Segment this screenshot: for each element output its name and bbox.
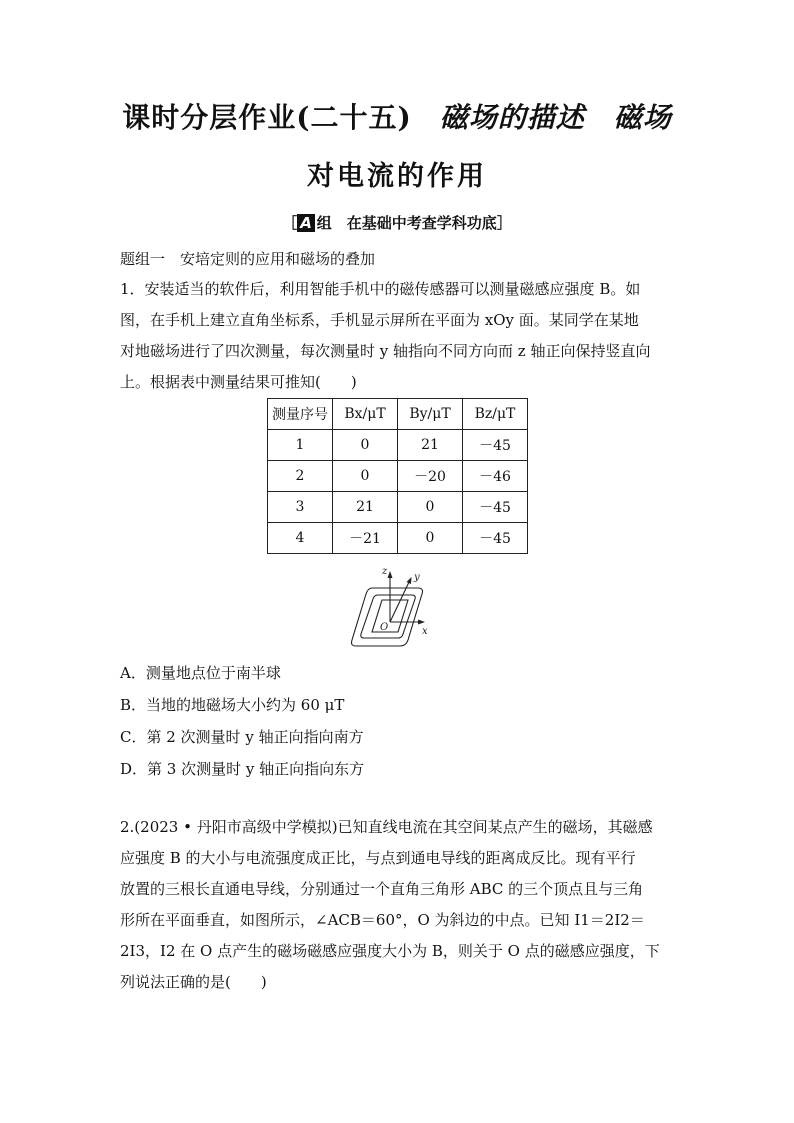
- q2-line: 应强度 B 的大小与电流强度成正比，与点到通电导线的距离成反比。现有平行: [120, 849, 636, 867]
- q2-line: 形所在平面垂直，如图所示，∠ACB＝60°，O 为斜边的中点。已知 I1＝2I2＝: [120, 911, 645, 929]
- q2-line: 2.(2023 • 丹阳市高级中学模拟)已知直线电流在其空间某点产生的磁场，其磁感: [120, 818, 653, 836]
- z-label: z: [382, 566, 388, 577]
- x-label: x: [422, 626, 428, 637]
- table-row: [268, 492, 528, 523]
- table-cell: 0: [398, 523, 463, 554]
- q2-line: 放置的三根长直通电导线，分别通过一个直角三角形 ABC 的三个顶点且与三角: [120, 880, 644, 898]
- group-header-text: 组 在基础中考查学科功底: [316, 214, 497, 232]
- table-header: Bx/μT: [333, 399, 398, 430]
- phone-axes-figure: [338, 562, 448, 652]
- q2-line: 列说法正确的是( ): [120, 973, 267, 991]
- table-cell: 0: [398, 492, 463, 523]
- x-arrowhead: [418, 620, 425, 625]
- q1-line: 上。根据表中测量结果可推知( ): [120, 373, 357, 391]
- table-cell: 0: [333, 461, 398, 492]
- question-2: [120, 812, 676, 998]
- table-cell: 3: [268, 492, 333, 523]
- page-title-line2: 对电流的作用: [307, 161, 487, 192]
- table-cell: 4: [268, 523, 333, 554]
- y-axis: [390, 580, 410, 622]
- section-title: 题组一 安培定则的应用和磁场的叠加: [120, 250, 376, 268]
- y-arrowhead: [407, 577, 412, 584]
- table-cell: 2: [268, 461, 333, 492]
- table-cell: －45: [463, 430, 528, 461]
- q1-line: 图，在手机上建立直角坐标系，手机显示屏所在平面为 xOy 面。某同学在某地: [120, 311, 639, 329]
- table-cell: 0: [333, 430, 398, 461]
- page-title: [0, 96, 794, 136]
- table-cell: 21: [333, 492, 398, 523]
- table-cell: －46: [463, 461, 528, 492]
- table-header: 测量序号: [268, 399, 333, 430]
- title-main: 课时分层作业(二十五): [122, 101, 412, 134]
- table-row: [268, 461, 528, 492]
- table-cell: －45: [463, 523, 528, 554]
- table-header: Bz/μT: [463, 399, 528, 430]
- table-row: [268, 523, 528, 554]
- origin-label: O: [380, 622, 389, 633]
- q1-line: 1．安装适当的软件后，利用智能手机中的磁传感器可以测量磁感应强度 B。如: [120, 280, 641, 298]
- y-label: y: [414, 572, 420, 583]
- table-cell: 1: [268, 430, 333, 461]
- group-header: ［ A 组 在基础中考查学科功底］: [282, 214, 512, 232]
- group-badge: A: [297, 214, 315, 232]
- option-c: C．第 2 次测量时 y 轴正向指向南方: [120, 728, 364, 746]
- measurement-table: [267, 398, 528, 554]
- option-b: B．当地的地磁场大小约为 60 μT: [120, 696, 345, 714]
- question-1: [120, 274, 676, 398]
- q1-line: 对地磁场进行了四次测量，每次测量时 y 轴指向不同方向而 z 轴正向保持竖直向: [120, 342, 651, 360]
- table-cell: －45: [463, 492, 528, 523]
- option-a: A．测量地点位于南半球: [120, 664, 281, 682]
- table-cell: －21: [333, 523, 398, 554]
- title-subject: 磁场的描述 磁场: [439, 101, 672, 134]
- option-d: D．第 3 次测量时 y 轴正向指向东方: [120, 760, 365, 778]
- table-cell: 21: [398, 430, 463, 461]
- table-header: By/μT: [398, 399, 463, 430]
- q2-line: 2I3，I2 在 O 点产生的磁场磁感应强度大小为 B，则关于 O 点的磁感应强度，下: [120, 942, 660, 960]
- table-row: [268, 430, 528, 461]
- table-header-row: [268, 399, 528, 430]
- table-cell: －20: [398, 461, 463, 492]
- z-arrowhead: [388, 571, 393, 578]
